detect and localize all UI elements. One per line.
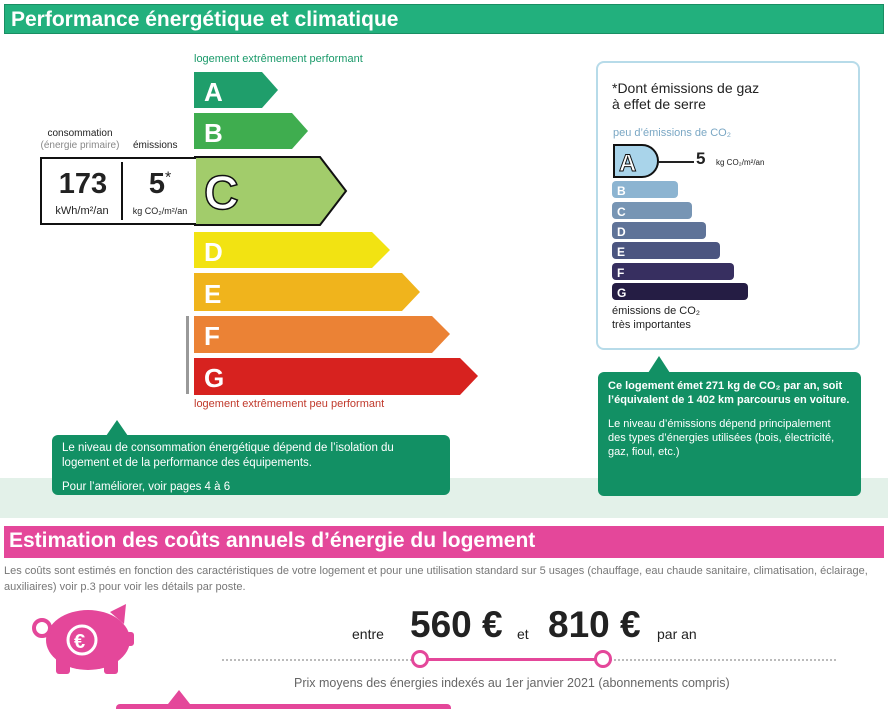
cost-range-fill <box>420 658 603 661</box>
ges-title-line1: *Dont émissions de gaz <box>612 80 760 96</box>
emissions-marker: * <box>164 169 172 187</box>
class-bar-e <box>194 273 420 311</box>
label-per-year: par an <box>657 626 697 642</box>
ges-high-line2: très importantes <box>612 319 691 331</box>
top-note: logement extrêmement performant <box>194 53 363 65</box>
section-header-performance <box>4 4 884 34</box>
class-bar-f <box>194 316 450 353</box>
ges-bubble-text-2: Le niveau d’émissions dépend principalement des types d’énergies utilisées (bois, électricité, gaz, fioul, etc.) <box>608 418 835 458</box>
ges-bar-d <box>612 222 706 239</box>
label-and: et <box>517 626 529 642</box>
ges-letter-d: D <box>617 225 626 239</box>
emissions-value-wrap <box>124 168 196 201</box>
ges-title-line2: à effet de serre <box>612 96 706 112</box>
section-title: Performance énergétique et climatique <box>11 8 399 31</box>
class-letter-e: E <box>204 279 222 309</box>
section-title: Estimation des coûts annuels d’énergie du logement <box>9 529 536 552</box>
label-between: entre <box>352 626 384 642</box>
ges-low-label: peu d’émissions de CO₂ <box>613 127 731 139</box>
ges-letter-e: E <box>617 245 626 259</box>
class-letter-a: A <box>204 77 223 107</box>
piggy-bank-icon <box>32 602 134 676</box>
ges-high-label <box>612 304 700 332</box>
emissions-label: émissions <box>133 140 178 151</box>
costs-info-bubble <box>116 704 451 709</box>
bubble-text-2: Pour l’améliorer, voir pages 4 à 6 <box>62 481 231 493</box>
cost-max-value: 810 € <box>548 604 641 645</box>
ges-letter-b: B <box>617 184 626 198</box>
passoire-marker-line <box>186 316 189 394</box>
ges-bar-f <box>612 263 734 280</box>
consumption-sublabel: (énergie primaire) <box>40 140 120 151</box>
ges-current-unit: kg CO₂/m²/an <box>716 158 765 167</box>
emissions-value: 5 <box>148 168 165 200</box>
cost-min-marker <box>411 650 429 668</box>
ges-scale <box>612 143 752 303</box>
ges-high-line1: émissions de CO₂ <box>612 305 701 317</box>
emissions-unit: kg CO₂/m²/an <box>132 206 188 216</box>
section-header-costs <box>4 526 884 558</box>
dpe-scale <box>192 72 492 402</box>
cost-min-value: 560 € <box>410 604 503 645</box>
ges-letter-c: C <box>617 205 626 219</box>
ges-bubble-pointer <box>648 356 670 373</box>
ges-info-bubble <box>598 372 861 496</box>
costs-footnote: Prix moyens des énergies indexés au 1er janvier 2021 (abonnements compris) <box>294 676 730 690</box>
consumption-unit: kWh/m²/an <box>55 205 109 217</box>
bubble-pointer <box>106 420 128 436</box>
consumption-value: 173 <box>58 168 108 200</box>
costs-bubble-pointer <box>168 690 190 704</box>
ges-letter-g: G <box>617 286 627 300</box>
bubble-text-1: Le niveau de consommation énergétique dépend de l’isolation du logement et de la performance des équipements. <box>62 442 394 469</box>
class-bar-d <box>194 232 390 268</box>
class-letter-b: B <box>204 118 223 148</box>
bottom-note: logement extrêmement peu performant <box>194 398 385 410</box>
ges-pointer-line <box>658 161 694 163</box>
cost-max-marker <box>594 650 612 668</box>
ges-letter-a: A <box>619 150 637 177</box>
class-letter-d: D <box>204 237 223 267</box>
ges-current-value: 5 <box>696 149 706 168</box>
class-letter-f: F <box>204 321 220 351</box>
class-letter-c: C <box>204 167 239 220</box>
piggy-symbol: € <box>74 631 86 653</box>
ges-letter-f: F <box>617 266 625 280</box>
ges-bar-e <box>612 242 720 259</box>
consumption-info-bubble <box>52 435 450 495</box>
class-bar-g <box>194 358 478 395</box>
consumption-label-text: consommation <box>47 128 113 139</box>
class-letter-g: G <box>204 363 225 393</box>
consumption-label <box>40 128 120 152</box>
costs-description: Les coûts sont estimés en fonction des caractéristiques de votre logement et pour une utilisation standard sur 5 usages (chauffage, eau chaude sanitaire, climatisation, éclairage, auxiliaires) voir p.3 pour voir les détails par poste. <box>4 565 868 593</box>
ges-bar-g <box>612 283 748 300</box>
ges-bubble-text-1: Ce logement émet 271 kg de CO₂ par an, soit l’équivalent de 1 402 km parcourus en voiture. <box>608 380 850 406</box>
ges-title <box>612 80 759 112</box>
